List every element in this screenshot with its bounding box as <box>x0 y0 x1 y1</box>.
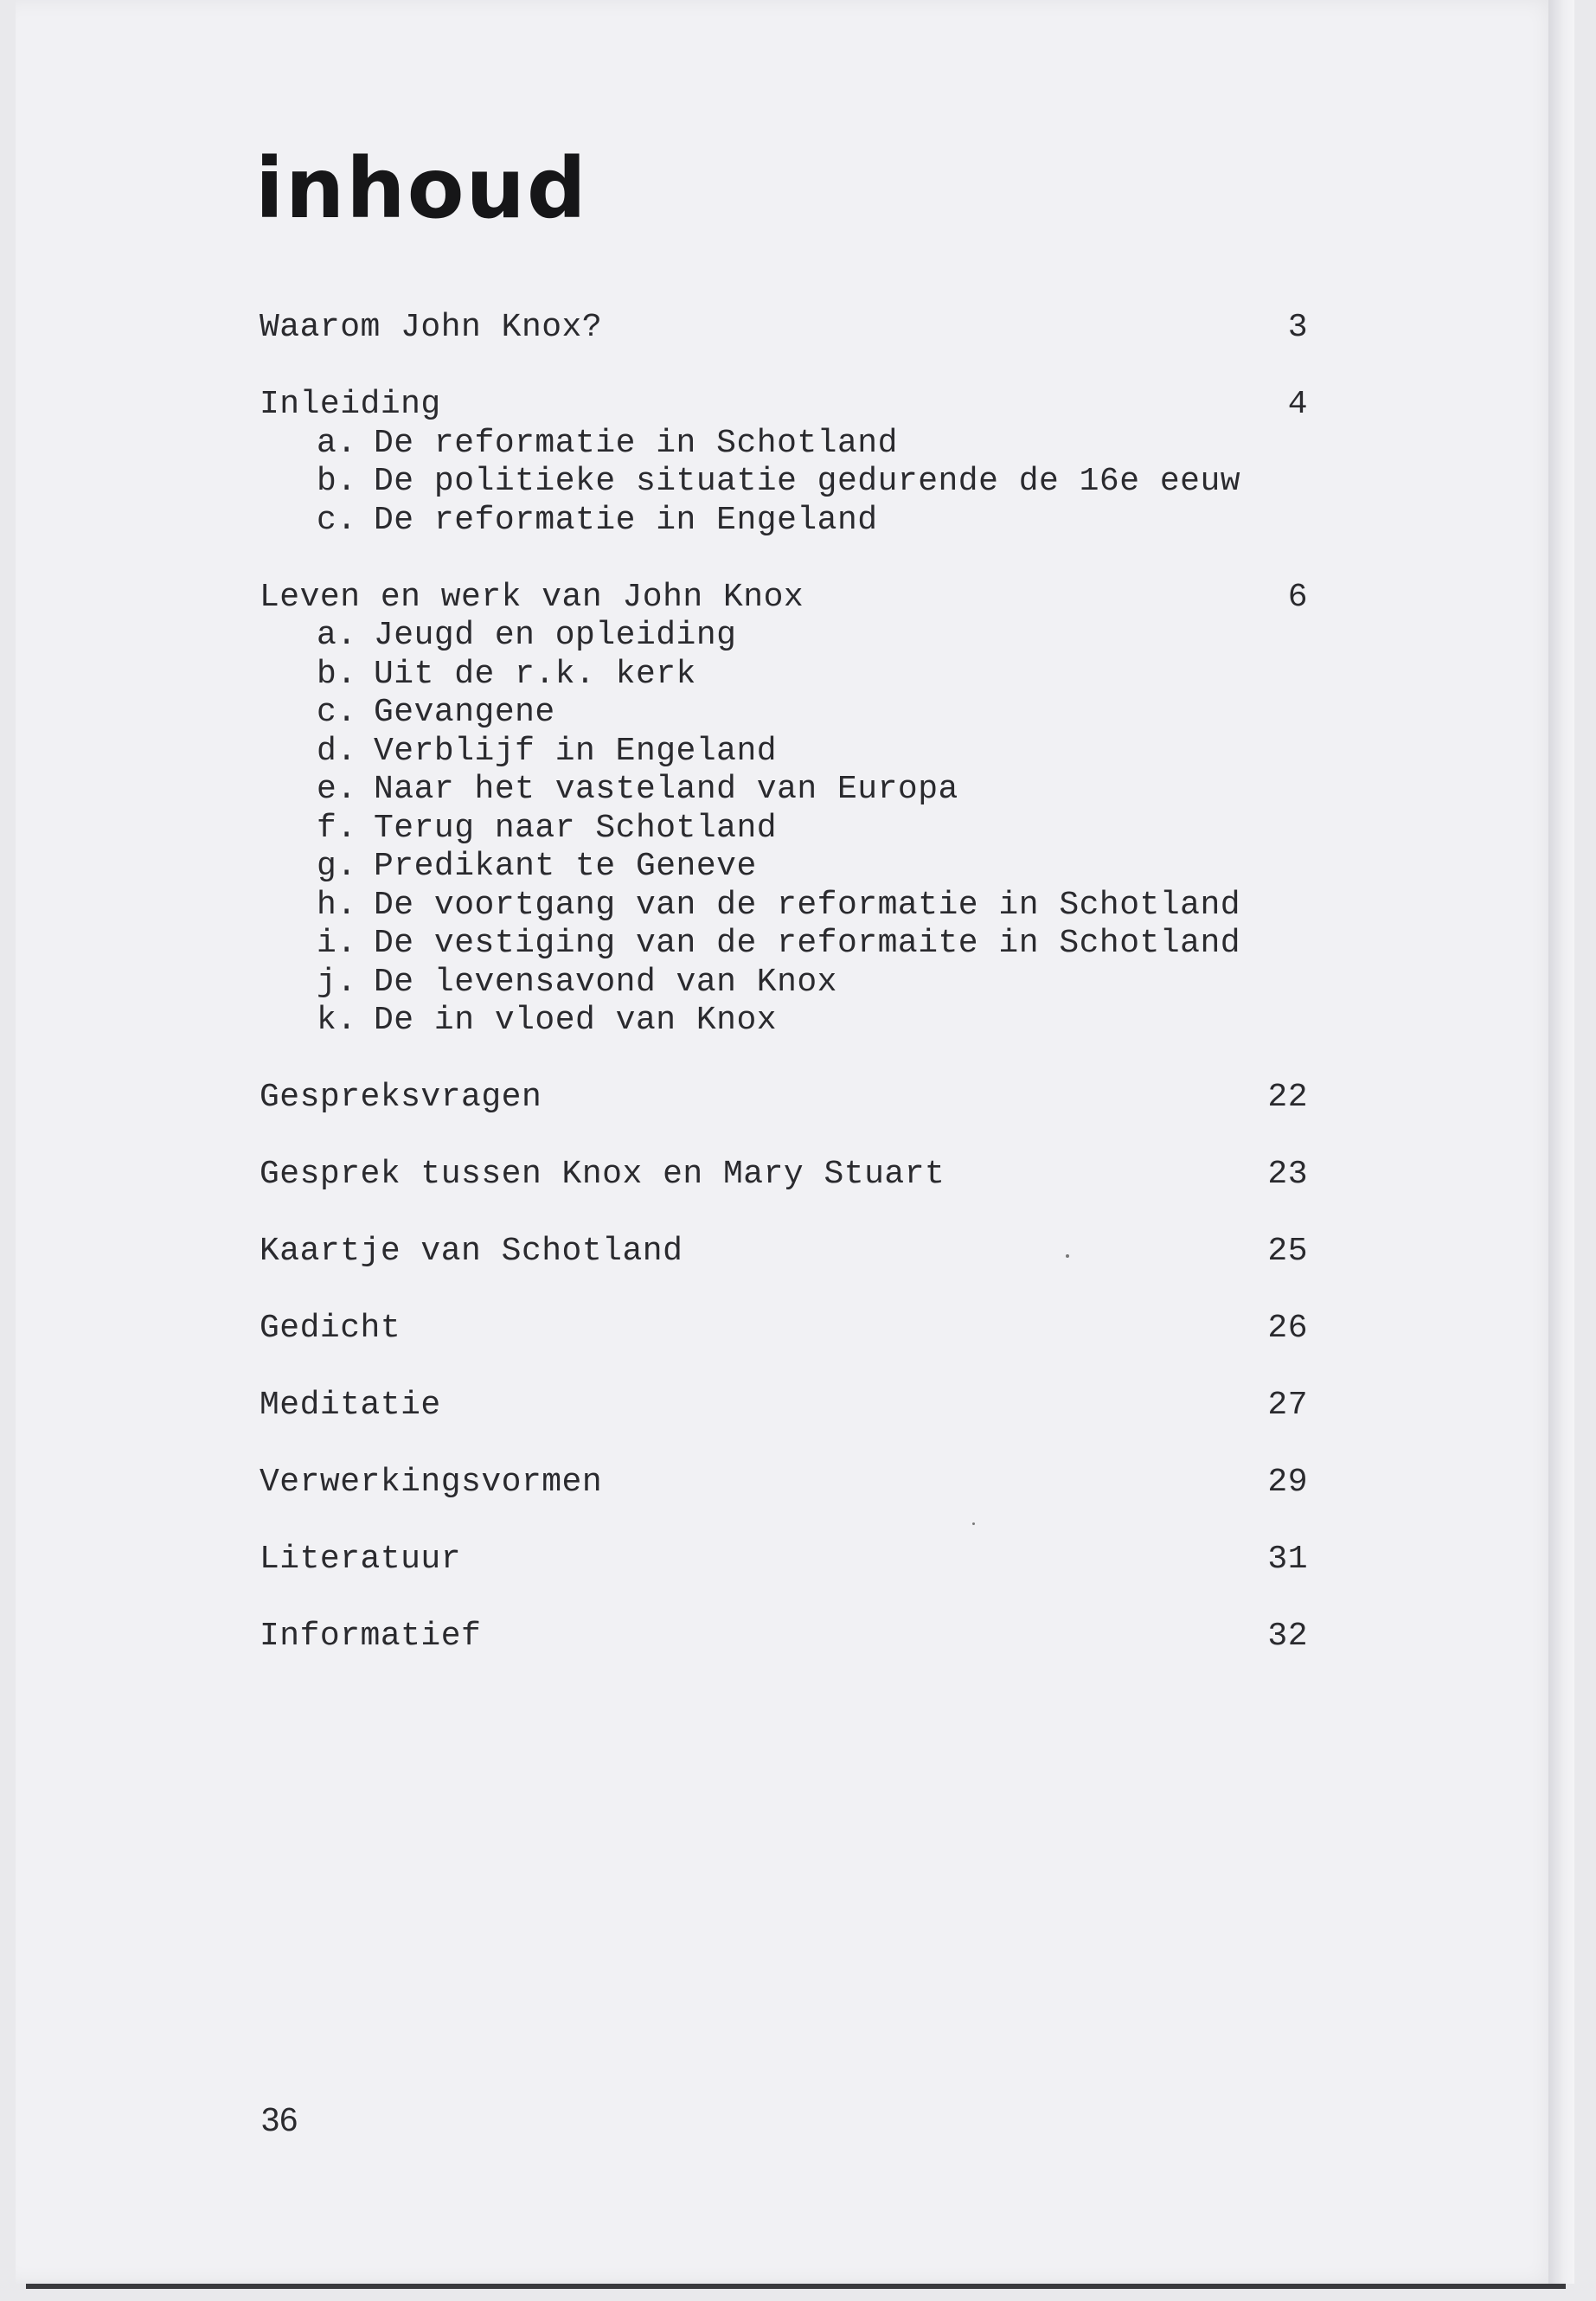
toc-entry-page: 25 <box>1267 1233 1308 1270</box>
toc-entry <box>260 1310 1308 1349</box>
toc-subentry <box>260 964 1308 1003</box>
toc-subentry-letter: h. <box>317 886 357 924</box>
toc-entry-page: 32 <box>1267 1618 1308 1655</box>
toc-subentry <box>260 502 1308 541</box>
page-edge-shadow <box>1548 0 1574 2284</box>
toc-section <box>260 309 1308 348</box>
toc-subentry-text: Gevangene <box>374 694 555 731</box>
toc-subentry-letter: b. <box>317 463 357 500</box>
toc-subentry <box>260 694 1308 733</box>
toc-subentry-text: Verblijf in Engeland <box>374 732 778 770</box>
toc-entry-title: Kaartje van Schotland <box>260 1233 683 1270</box>
table-of-contents <box>260 309 1308 1695</box>
toc-subentry-letter: k. <box>317 1002 357 1039</box>
toc-entry <box>260 309 1308 348</box>
toc-entry-page: 4 <box>1287 386 1308 423</box>
toc-subentry-letter: g. <box>317 848 357 885</box>
toc-section <box>260 1310 1308 1349</box>
toc-section <box>260 579 1308 1041</box>
toc-subentry-letter: a. <box>317 617 357 654</box>
toc-entry <box>260 1233 1308 1272</box>
toc-entry-page: 6 <box>1287 578 1308 616</box>
toc-subentry-letter: i. <box>317 925 357 962</box>
toc-subentry <box>260 848 1308 887</box>
toc-entry-title: Gesprek tussen Knox en Mary Stuart <box>260 1156 945 1193</box>
toc-subentry-text: De levensavond van Knox <box>374 963 837 1001</box>
toc-section <box>260 1464 1308 1503</box>
toc-entry <box>260 1387 1308 1426</box>
toc-subentry <box>260 810 1308 849</box>
toc-subentry-text: Jeugd en opleiding <box>374 617 737 654</box>
toc-subentry <box>260 463 1308 502</box>
toc-entry-page: 23 <box>1267 1156 1308 1193</box>
toc-section <box>260 1156 1308 1195</box>
toc-subentry <box>260 733 1308 772</box>
page-heading: inhoud <box>255 140 588 237</box>
toc-entry-title: Leven en werk van John Knox <box>260 578 804 616</box>
toc-subentry <box>260 1002 1308 1041</box>
toc-subentry-letter: f. <box>317 809 357 847</box>
toc-subentry-letter: e. <box>317 771 357 808</box>
toc-section <box>260 1618 1308 1657</box>
toc-subentry-text: De vestiging van de reformaite in Schotland <box>374 925 1241 962</box>
toc-subentry-text: De reformatie in Schotland <box>374 424 898 462</box>
toc-entry-title: Informatief <box>260 1618 482 1655</box>
toc-subentry-text: De politieke situatie gedurende de 16e eeuw <box>374 463 1241 500</box>
toc-entry <box>260 579 1308 618</box>
toc-entry <box>260 386 1308 425</box>
toc-entry <box>260 1464 1308 1503</box>
toc-subentry <box>260 925 1308 964</box>
toc-subentry <box>260 656 1308 695</box>
toc-entry-page: 29 <box>1267 1464 1308 1501</box>
toc-section <box>260 1079 1308 1118</box>
toc-subentry <box>260 887 1308 926</box>
toc-subentry-text: De voortgang van de reformatie in Schotland <box>374 886 1241 924</box>
toc-subentry <box>260 771 1308 810</box>
toc-entry-page: 27 <box>1267 1387 1308 1424</box>
toc-entry <box>260 1079 1308 1118</box>
toc-entry <box>260 1156 1308 1195</box>
toc-entry <box>260 1618 1308 1657</box>
toc-entry-page: 26 <box>1267 1310 1308 1347</box>
toc-subentry <box>260 425 1308 464</box>
toc-subentry-text: Naar het vasteland van Europa <box>374 771 958 808</box>
toc-entry-page: 3 <box>1287 309 1308 346</box>
toc-entry-title: Gespreksvragen <box>260 1079 542 1116</box>
toc-subentry-text: De reformatie in Engeland <box>374 501 878 539</box>
toc-subentry-text: Terug naar Schotland <box>374 809 778 847</box>
toc-entry-title: Meditatie <box>260 1387 441 1424</box>
toc-subentry-letter: b. <box>317 655 357 693</box>
page-number: 36 <box>261 2102 298 2138</box>
toc-entry-title: Waarom John Knox? <box>260 309 603 346</box>
toc-subentry-letter: d. <box>317 732 357 770</box>
toc-entry-title: Verwerkingsvormen <box>260 1464 603 1501</box>
toc-entry-page: 22 <box>1267 1079 1308 1116</box>
toc-subentry-text: Uit de r.k. kerk <box>374 655 696 693</box>
print-speck <box>972 1522 975 1525</box>
bottom-rule <box>26 2284 1566 2289</box>
toc-subentry-letter: c. <box>317 694 357 731</box>
toc-entry-title: Gedicht <box>260 1310 401 1347</box>
toc-section <box>260 1233 1308 1272</box>
toc-section <box>260 1541 1308 1580</box>
toc-subentry-letter: j. <box>317 963 357 1001</box>
toc-subentry-letter: a. <box>317 424 357 462</box>
toc-subentry-letter: c. <box>317 501 357 539</box>
print-speck <box>1066 1254 1069 1258</box>
toc-subentry <box>260 617 1308 656</box>
toc-entry-title: Inleiding <box>260 386 441 423</box>
toc-entry-page: 31 <box>1267 1541 1308 1578</box>
toc-subentry-text: Predikant te Geneve <box>374 848 757 885</box>
toc-entry <box>260 1541 1308 1580</box>
toc-subentry-text: De in vloed van Knox <box>374 1002 778 1039</box>
toc-section <box>260 1387 1308 1426</box>
toc-section <box>260 386 1308 540</box>
toc-entry-title: Literatuur <box>260 1541 462 1578</box>
